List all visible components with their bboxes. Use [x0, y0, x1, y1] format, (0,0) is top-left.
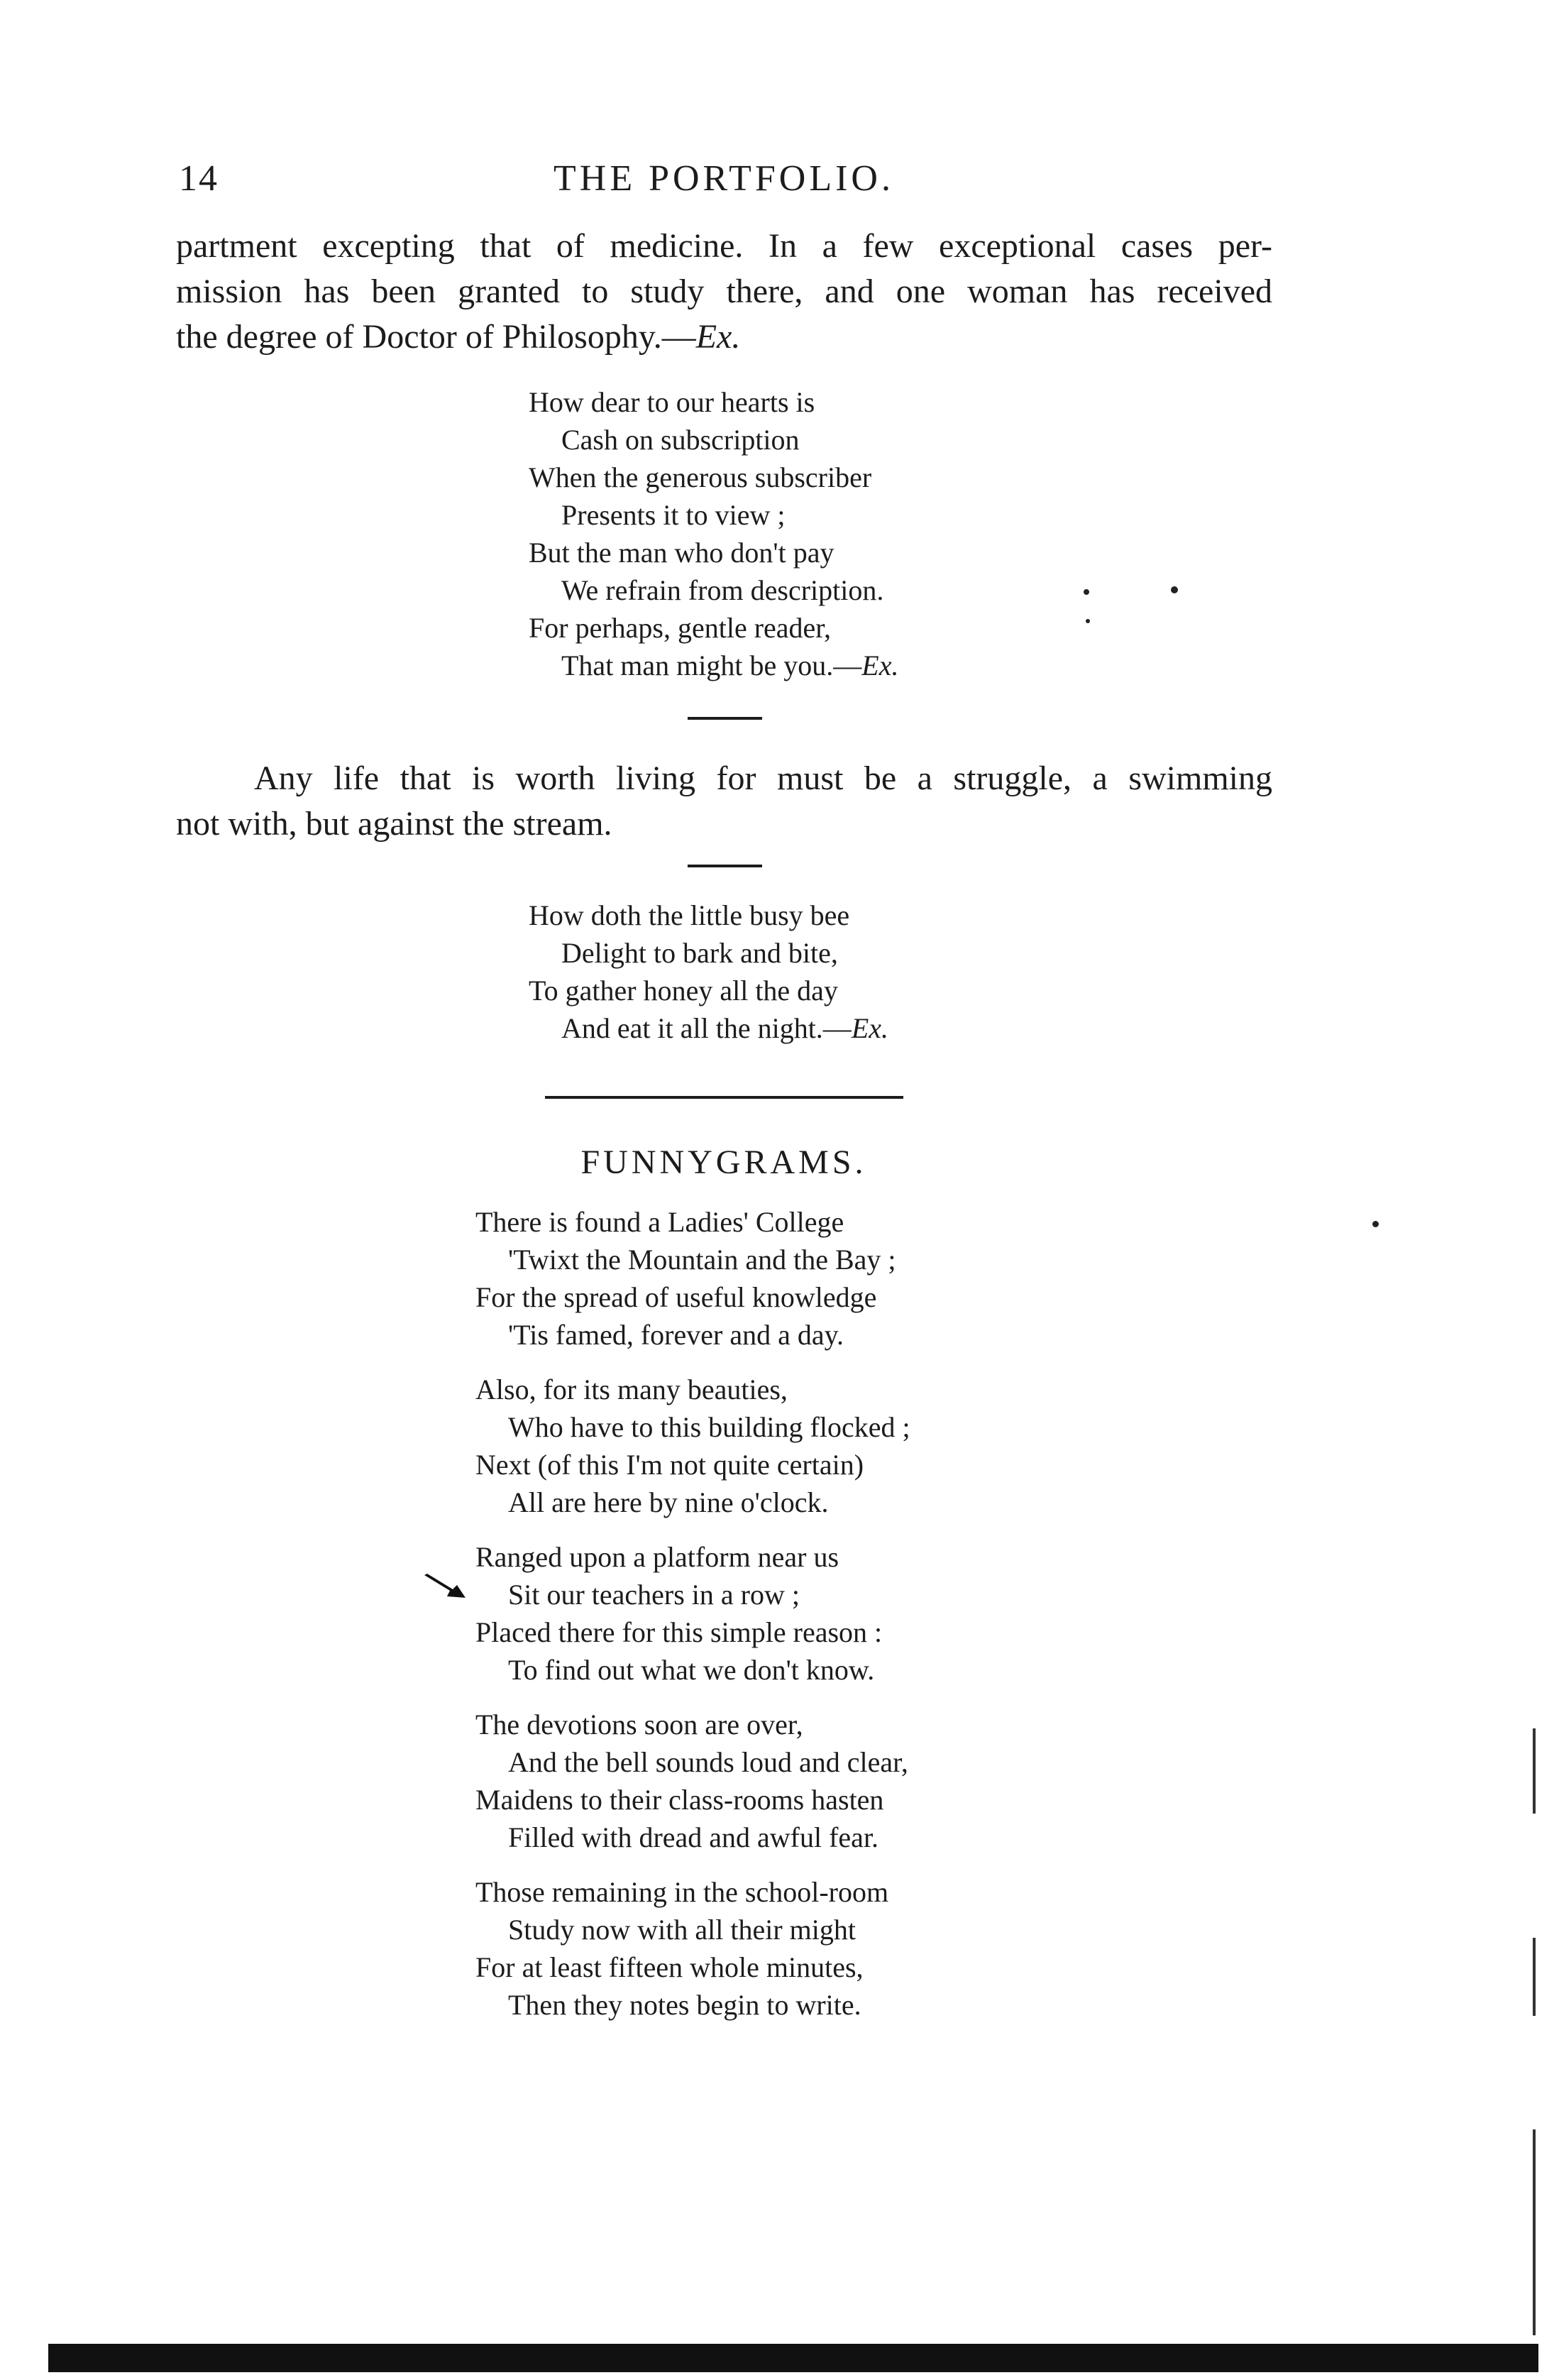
verse-line: Delight to bark and bite,	[561, 937, 838, 969]
verse-line: Study now with all their might	[508, 1914, 856, 1946]
paragraph-2-line: not with, but against the stream.	[176, 805, 612, 843]
verse-line: 'Twixt the Mountain and the Bay ;	[508, 1244, 896, 1276]
poem-bee-source: Ex.	[851, 1012, 888, 1044]
edge-mark	[1533, 1728, 1536, 1814]
page-bottom-border	[48, 2344, 1538, 2372]
page-header	[170, 158, 1277, 207]
verse-line: For at least fifteen whole minutes,	[475, 1951, 864, 1983]
verse-line: Then they notes begin to write.	[508, 1989, 861, 2021]
stanza	[475, 1203, 910, 1354]
verse-line: For perhaps, gentle reader,	[529, 612, 831, 644]
paragraph-1-line: partment excepting that of medicine. In a few exceptional cases per-	[176, 227, 1272, 265]
section-title: FUNNYGRAMS.	[580, 1144, 867, 1181]
verse-line: Next (of this I'm not quite certain)	[475, 1449, 864, 1481]
verse-line: Who have to this building flocked ;	[508, 1411, 910, 1443]
verse-line: For the spread of useful knowledge	[475, 1281, 877, 1313]
paragraph-2-line: Any life that is worth living for must be a struggle, a swimming	[254, 759, 1272, 797]
verse-line: Filled with dread and awful fear.	[508, 1821, 879, 1853]
verse-line: Those remaining in the school-room	[475, 1876, 889, 1908]
running-head: THE PORTFOLIO.	[553, 158, 894, 199]
poem-subscription	[529, 383, 898, 684]
page-number: 14	[179, 158, 219, 199]
verse-line	[529, 1009, 888, 1047]
stanza	[475, 1873, 910, 2024]
poem-funnygrams	[475, 1203, 910, 2041]
verse-line: There is found a Ladies' College	[475, 1206, 844, 1238]
paragraph-1-text: the degree of Doctor of Philosophy.—	[176, 318, 696, 356]
verse-line: Placed there for this simple reason :	[475, 1616, 883, 1648]
verse-line: But the man who don't pay	[529, 537, 834, 569]
poem-bee	[529, 896, 888, 1047]
verse-line: We refrain from description.	[561, 574, 884, 606]
verse-line: Maidens to their class-rooms hasten	[475, 1784, 884, 1816]
edge-mark	[1533, 2129, 1536, 2335]
section-divider	[688, 865, 762, 867]
verse-line: When the generous subscriber	[529, 461, 872, 493]
verse-line: How dear to our hearts is	[529, 386, 815, 418]
verse-line: Presents it to view ;	[561, 499, 786, 531]
verse-line: To gather honey all the day	[529, 975, 838, 1007]
stanza	[475, 1538, 910, 1689]
section-divider	[688, 717, 762, 720]
verse-line: Cash on subscription	[561, 424, 800, 456]
poem-subscription-source: Ex.	[861, 649, 899, 681]
verse-line: The devotions soon are over,	[475, 1709, 803, 1740]
paragraph-1	[176, 224, 1272, 360]
verse-text: And eat it all the night.—	[561, 1012, 852, 1044]
verse-line: And the bell sounds loud and clear,	[508, 1746, 908, 1778]
verse-line	[529, 647, 898, 684]
section-rule	[545, 1096, 903, 1099]
verse-line: Sit our teachers in a row ;	[508, 1579, 800, 1611]
verse-line: Ranged upon a platform near us	[475, 1541, 839, 1573]
paragraph-2	[176, 756, 1272, 847]
print-speck	[1372, 1221, 1379, 1227]
verse-text: That man might be you.—	[561, 649, 862, 681]
print-speck	[1084, 589, 1089, 595]
pen-mark-icon	[422, 1572, 471, 1601]
verse-line: All are here by nine o'clock.	[508, 1486, 829, 1518]
stanza	[475, 1371, 910, 1521]
edge-mark	[1533, 1938, 1536, 2016]
paragraph-1-line: mission has been granted to study there, and one woman has received	[176, 273, 1272, 310]
print-speck	[1171, 586, 1178, 593]
stanza	[475, 1706, 910, 1856]
verse-line: To find out what we don't know.	[508, 1654, 875, 1686]
paragraph-1-source: Ex.	[695, 318, 741, 356]
verse-line: Also, for its many beauties,	[475, 1373, 788, 1405]
paragraph-1-line	[176, 314, 1272, 360]
verse-line: How doth the little busy bee	[529, 899, 850, 931]
print-speck	[1086, 619, 1090, 623]
verse-line: 'Tis famed, forever and a day.	[508, 1319, 844, 1351]
